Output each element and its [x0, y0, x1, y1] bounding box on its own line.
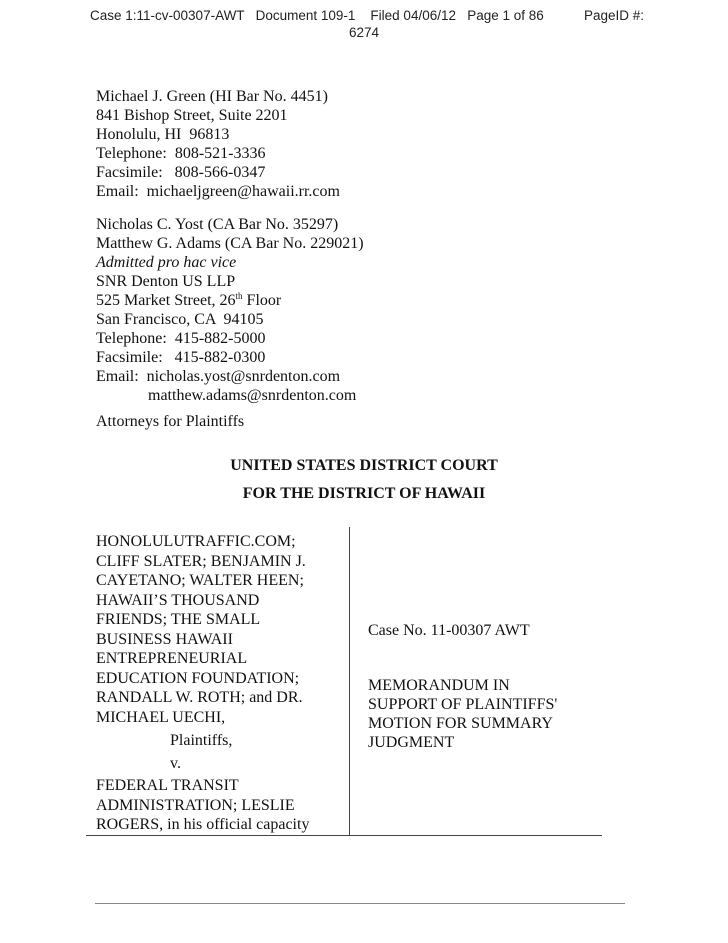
case-caption-parties: [96, 532, 348, 835]
plaintiff-line: RANDALL W. ROTH; and DR.: [96, 689, 303, 706]
court-district: FOR THE DISTRICT OF HAWAII: [242, 485, 486, 502]
counsel-line: Honolulu, HI 96813: [96, 126, 230, 143]
document-title-line: JUDGMENT: [368, 734, 455, 751]
versus: v.: [170, 754, 181, 772]
ecf-header-line-1: [90, 8, 544, 24]
counsel-line: Michael J. Green (HI Bar No. 4451): [96, 88, 328, 105]
ordinal-suffix: th: [235, 291, 243, 301]
counsel-name: Matthew G. Adams (CA Bar No. 229021): [96, 235, 364, 252]
counsel-block-2: [96, 215, 364, 405]
pro-hac-vice-note: Admitted pro hac vice: [96, 254, 237, 271]
case-number-header: Case 1:11-cv-00307-AWT: [90, 8, 245, 23]
plaintiff-line: MICHAEL UECHI,: [96, 708, 226, 726]
court-name: UNITED STATES DISTRICT COURT: [230, 457, 498, 474]
plaintiff-line: CAYETANO; WALTER HEEN;: [96, 572, 304, 589]
firm-email-1: Email: nicholas.yost@snrdenton.com: [96, 368, 341, 385]
defendant-line: ROGERS, in his official capacity: [96, 816, 310, 833]
law-firm-name: SNR Denton US LLP: [96, 273, 236, 290]
attorneys-for: Attorneys for Plaintiffs: [96, 413, 245, 430]
document-title-line: SUPPORT OF PLAINTIFFS': [368, 696, 558, 713]
firm-telephone: Telephone: 415-882-5000: [96, 330, 266, 347]
plaintiff-line: BUSINESS HAWAII: [96, 630, 233, 648]
document-number: Document 109-1: [255, 8, 356, 23]
counsel-line: Telephone: 808-521-3336: [96, 145, 266, 162]
filed-date: Filed 04/06/12: [370, 8, 456, 23]
document-title-line: MEMORANDUM IN: [368, 677, 510, 694]
plaintiff-line: ENTREPRENEURIAL: [96, 650, 248, 667]
case-number: Case No. 11-00307 AWT: [368, 622, 530, 639]
page-id-label: PageID #:: [584, 8, 645, 23]
caption-divider-horizontal: [86, 835, 602, 836]
plaintiff-line: HONOLULUTRAFFIC.COM;: [96, 533, 296, 550]
plaintiff-line: CLIFF SLATER; BENJAMIN J.: [96, 552, 306, 570]
plaintiff-line: HAWAII’S THOUSAND: [96, 591, 260, 609]
firm-email-2: matthew.adams@snrdenton.com: [148, 387, 357, 404]
floor-text: Floor: [242, 292, 282, 309]
document-title-line: MOTION FOR SUMMARY: [368, 715, 553, 732]
street-text: 525 Market Street, 26: [96, 292, 236, 309]
counsel-block-1: [96, 87, 340, 201]
counsel-name: Nicholas C. Yost (CA Bar No. 35297): [96, 216, 339, 233]
firm-facsimile: Facsimile: 415-882-0300: [96, 349, 266, 366]
plaintiff-line: FRIENDS; THE SMALL: [96, 611, 261, 628]
document-title: [368, 676, 557, 752]
plaintiff-line: EDUCATION FOUNDATION;: [96, 669, 300, 687]
page-count: Page 1 of 86: [467, 8, 544, 23]
footer-rule: [95, 903, 625, 904]
defendant-line: FEDERAL TRANSIT: [96, 777, 239, 794]
caption-divider-vertical: [349, 527, 350, 835]
firm-street-address: [96, 291, 364, 310]
firm-city: San Francisco, CA 94105: [96, 311, 264, 328]
counsel-line: Facsimile: 808-566-0347: [96, 164, 266, 181]
page-id-number: 6274: [348, 25, 380, 40]
counsel-line: 841 Bishop Street, Suite 2201: [96, 107, 288, 124]
plaintiffs-label: Plaintiffs,: [170, 732, 233, 749]
defendant-line: ADMINISTRATION; LESLIE: [96, 796, 295, 814]
counsel-line: Email: michaeljgreen@hawaii.rr.com: [96, 183, 340, 200]
